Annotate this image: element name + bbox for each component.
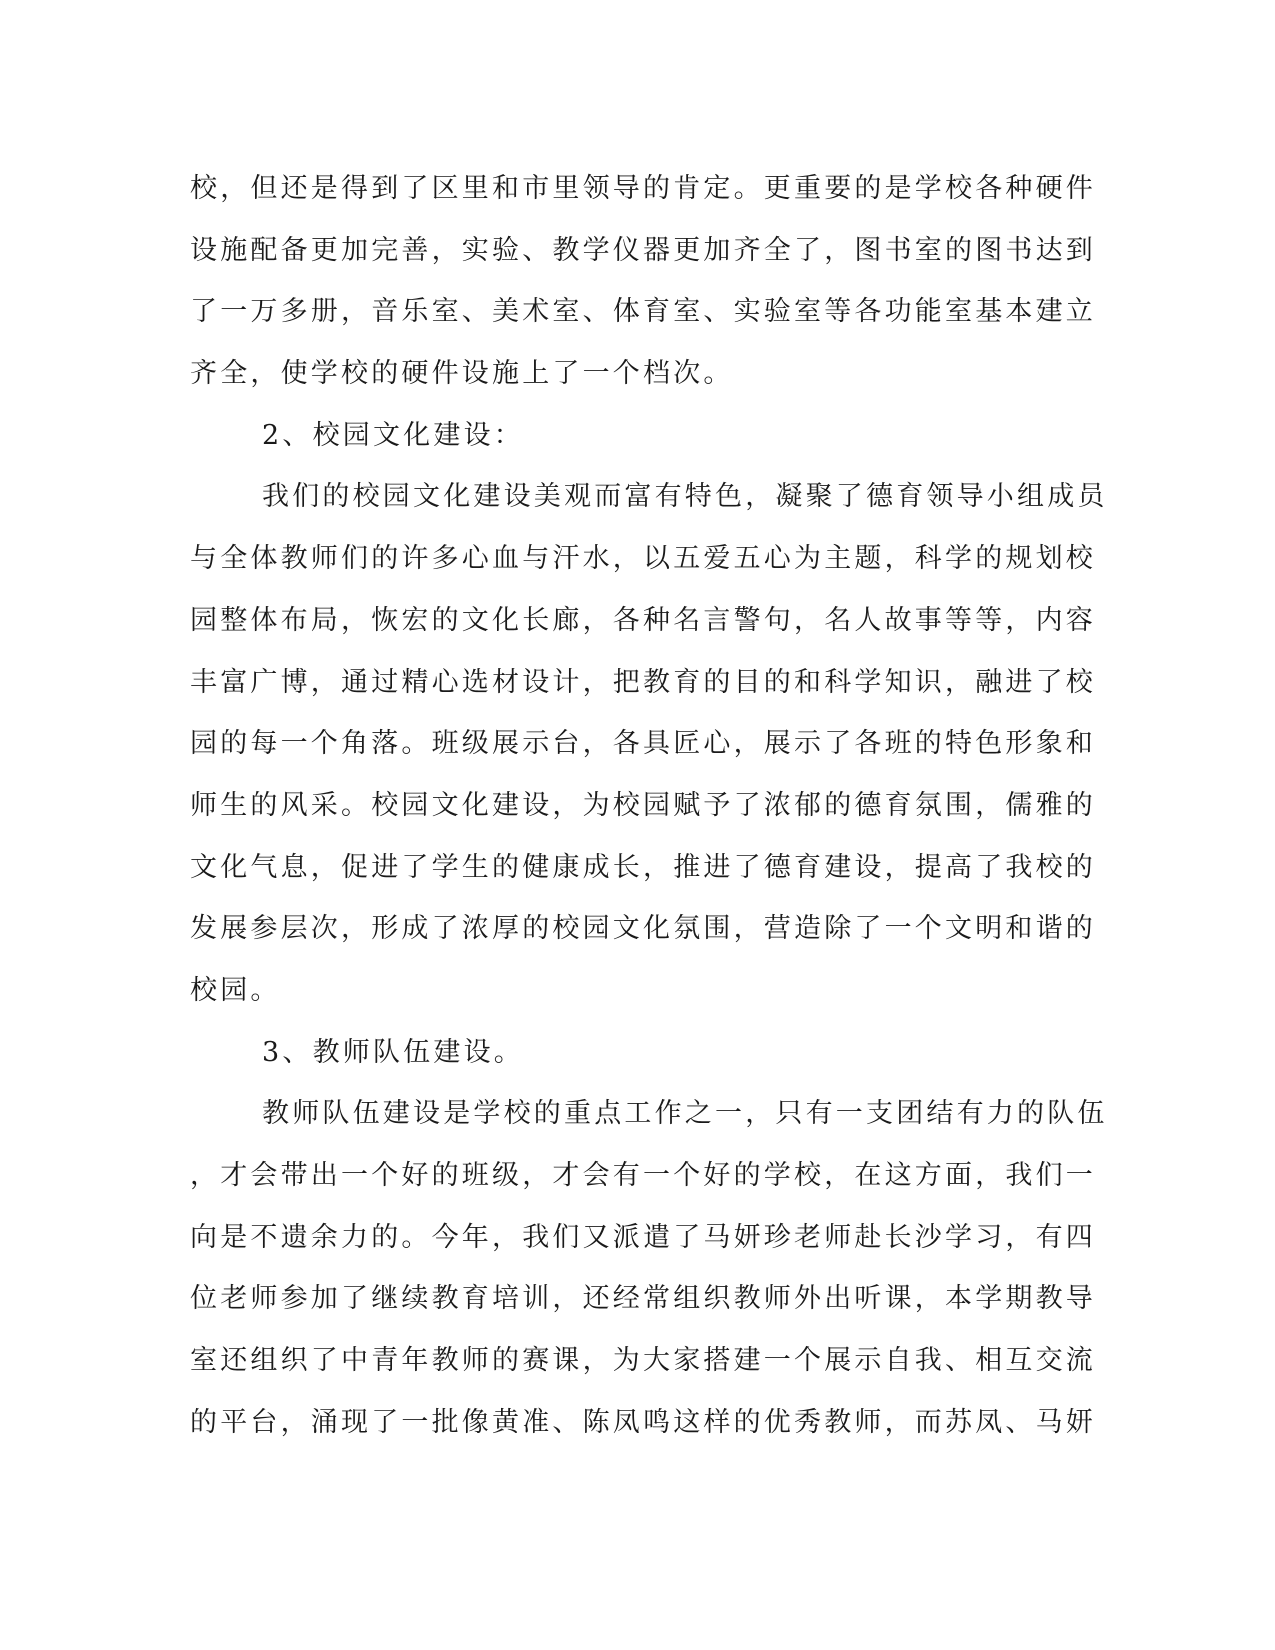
text-line: 发展参层次，形成了浓厚的校园文化氛围，营造除了一个文明和谐的	[190, 913, 1096, 945]
text-line: 了一万多册，音乐室、美术室、体育室、实验室等各功能室基本建立	[190, 296, 1096, 328]
text-line: 校，但还是得到了区里和市里领导的肯定。更重要的是学校各种硬件	[190, 173, 1096, 204]
section-heading: 2、校园文化建设：	[262, 419, 524, 451]
text-line: 齐全，使学校的硬件设施上了一个档次。	[190, 358, 734, 390]
text-line: ，才会带出一个好的班级，才会有一个好的学校，在这方面，我们一	[190, 1160, 1096, 1191]
text-line: 位老师参加了继续教育培训，还经常组织教师外出听课，本学期教导	[190, 1283, 1096, 1315]
section-heading: 3、教师队伍建设。	[262, 1036, 524, 1068]
text-line: 园整体布局，恢宏的文化长廊，各种名言警句，名人故事等等，内容	[190, 604, 1096, 636]
text-line: 的平台，涌现了一批像黄准、陈凤鸣这样的优秀教师，而苏凤、马妍	[190, 1406, 1096, 1438]
text-line: 文化气息，促进了学生的健康成长，推进了德育建设，提高了我校的	[190, 851, 1096, 883]
text-line: 校园。	[190, 974, 281, 1006]
text-line: 与全体教师们的许多心血与汗水，以五爱五心为主题，科学的规划校	[190, 543, 1096, 575]
body-text	[190, 158, 1108, 1453]
text-line: 师生的风采。校园文化建设，为校园赋予了浓郁的德育氛围，儒雅的	[190, 789, 1096, 821]
text-line: 丰富广博，通过精心选材设计，把教育的目的和科学知识，融进了校	[190, 666, 1096, 698]
text-line: 设施配备更加完善，实验、教学仪器更加齐全了，图书室的图书达到	[190, 234, 1096, 266]
text-line: 园的每一个角落。班级展示台，各具匠心，展示了各班的特色形象和	[190, 728, 1096, 760]
text-line: 室还组织了中青年教师的赛课，为大家搭建一个展示自我、相互交流	[190, 1345, 1096, 1377]
text-line: 我们的校园文化建设美观而富有特色，凝聚了德育领导小组成员	[262, 481, 1108, 513]
text-line: 教师队伍建设是学校的重点工作之一，只有一支团结有力的队伍	[262, 1098, 1108, 1130]
text-line: 向是不遗余力的。今年，我们又派遣了马妍珍老师赴长沙学习，有四	[190, 1221, 1096, 1253]
